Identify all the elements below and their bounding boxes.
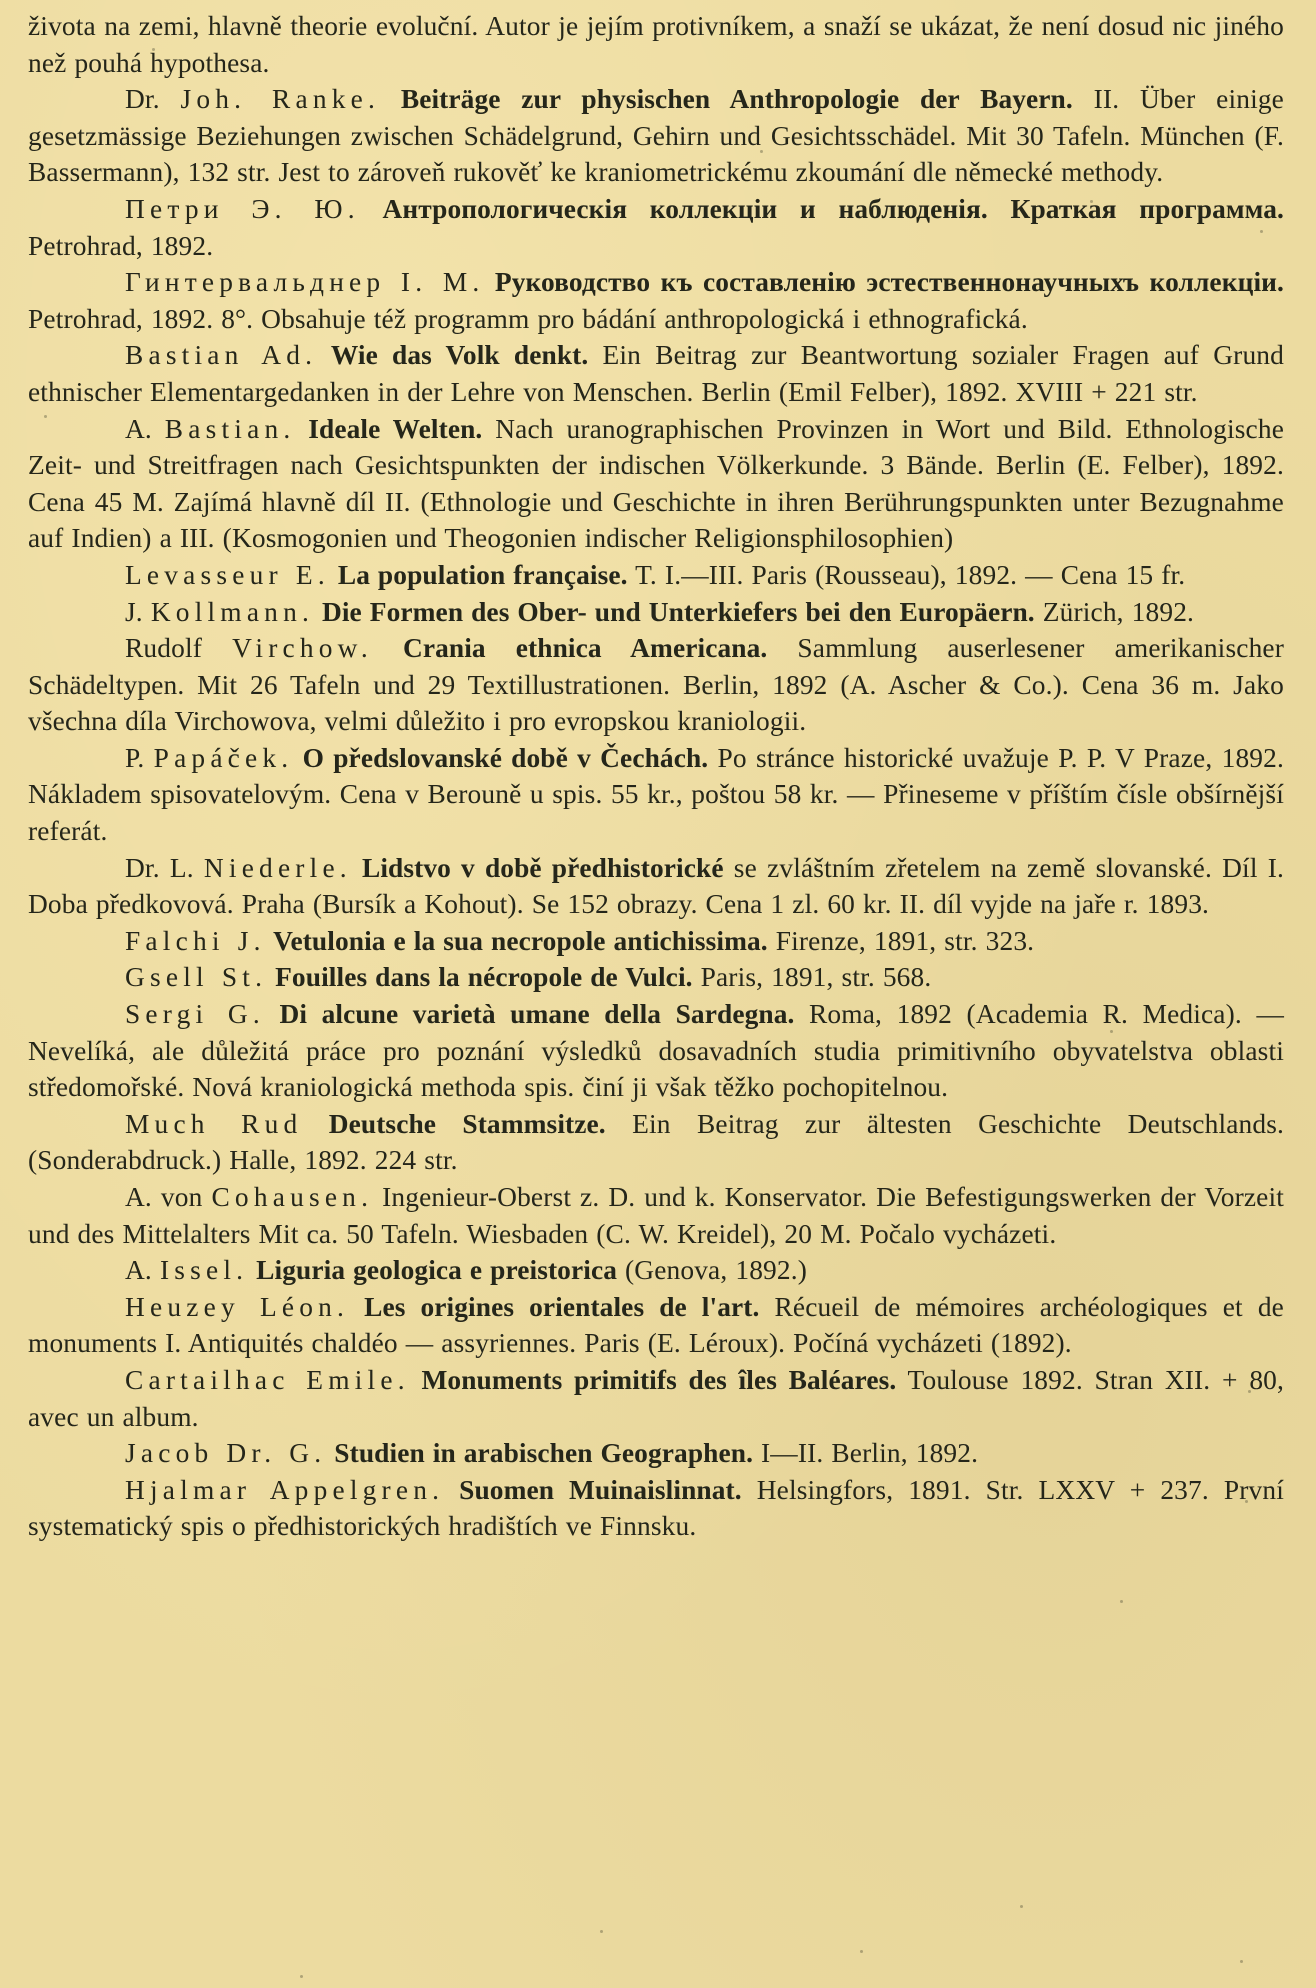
work-title: Die Formen des Ober- und Unterkiefers bei den Europäern. bbox=[314, 596, 1035, 627]
author-name: Joh. Ranke. bbox=[180, 84, 381, 115]
work-title: Lidstvo v době předhistorické bbox=[351, 852, 724, 883]
paper-speckle bbox=[1120, 1600, 1123, 1603]
entry-details: T. I.—III. Paris (Rousseau), 1892. — Cena 15 fr. bbox=[627, 559, 1186, 590]
work-title: Руководство къ составленію эстественнонаучныхъ коллекціи. bbox=[484, 267, 1284, 298]
paper-speckle bbox=[860, 1950, 863, 1953]
bibliography-list bbox=[28, 81, 1284, 1545]
author-name: Jacob Dr. G. bbox=[125, 1438, 327, 1469]
bibliography-entry bbox=[28, 81, 1284, 191]
bibliography-entry bbox=[28, 1252, 1284, 1289]
author-name: Levasseur E. bbox=[125, 559, 330, 590]
bibliography-entry bbox=[28, 630, 1284, 740]
entry-details: Roma, 1892 (Academia R. Medica). — Nevelíká, ale důležitá práce pro poznání výsledků dosavadních studia primitivního obyvatelstva oblasti středomořské. Nová kraniologická methoda spis. činí ji však těžko pochopitelnou. bbox=[28, 999, 1284, 1103]
author-prefix: P. bbox=[125, 742, 154, 773]
paper-speckle bbox=[152, 48, 155, 51]
work-title: Studien in arabischen Geographen. bbox=[326, 1438, 754, 1469]
author-name: Hjalmar Appelgren. bbox=[125, 1474, 445, 1505]
bibliography-entry bbox=[28, 264, 1284, 337]
bibliography-entry bbox=[28, 1362, 1284, 1435]
author-name: Гинтервальднер I. M. bbox=[125, 267, 485, 298]
author-name: Heuzey Léon. bbox=[125, 1291, 350, 1322]
entry-details: II. Über einige gesetzmässige Beziehungen zwischen Schädelgrund, Gehirn und Gesichtsschädel. Mit 30 Tafeln. München (F. Bassermann), 132 str. Jest to zároveň rukověť ke kraniometrickému zkoumání dle německé methody. bbox=[28, 84, 1284, 188]
work-title: Beiträge zur physischen Anthropologie der Bayern. bbox=[380, 84, 1073, 115]
bibliography-entry bbox=[28, 337, 1284, 410]
work-title: Антропологическія коллекціи и наблюденія. Краткая программа. bbox=[359, 193, 1284, 224]
author-name: Cartailhac Emile. bbox=[125, 1364, 410, 1395]
author-name: Virchow. bbox=[232, 633, 373, 664]
entry-details: Ein Beitrag zur Beantwortung sozialer Fragen auf Grund ethnischer Elementargedanken in der Lehre von Menschen. Berlin (Emil Felber), 1892. XVIII + 221 str. bbox=[28, 340, 1284, 407]
author-prefix: Rudolf bbox=[125, 633, 233, 664]
entry-details: se zvláštním zřetelem na země slovanské. Díl I. Doba předkovová. Praha (Bursík a Kohout). Se 152 obrazy. Cena 1 zl. 60 kr. II. díl vyjde na jaře r. 1893. bbox=[28, 852, 1285, 920]
document-page bbox=[28, 8, 1284, 1545]
bibliography-entry bbox=[28, 1106, 1284, 1179]
entry-details: Récueil de mémoires archéologiques et de monuments I. Antiquités chaldéo — assyriennes. Paris (E. Léroux). Počíná vycházeti (1892). bbox=[28, 1291, 1284, 1359]
entry-details: Helsingfors, 1891. Str. LXXV + 237. První systematický spis o předhistorických hradištích ve Finnsku. bbox=[28, 1474, 1284, 1542]
bibliography-entry bbox=[28, 923, 1284, 960]
work-title: Vetulonia e la sua necropole antichissima. bbox=[265, 925, 768, 956]
entry-details: Petrohrad, 1892. 8°. Obsahuje též programm pro bádání anthropologická i ethnografická. bbox=[28, 303, 1028, 334]
bibliography-entry bbox=[28, 959, 1284, 996]
author-name: Sergi G. bbox=[125, 999, 265, 1030]
bibliography-entry bbox=[28, 1472, 1284, 1545]
entry-details: Po stránce historické uvažuje P. P. V Praze, 1892. Nákladem spisovatelovým. Cena v Berouně u spis. 55 kr., poštou 58 kr. — Přineseme v příštím čísle obšírnější referát. bbox=[28, 742, 1284, 847]
paper-speckle bbox=[1260, 230, 1263, 233]
entry-details: Sammlung auserlesener amerikanischer Schädeltypen. Mit 26 Tafeln und 29 Textillustrationen. Berlin, 1892 (A. Ascher & Co.). Cena 36 m. Jako všechna díla Virchowova, velmi důležito i pro evropskou kraniologii. bbox=[28, 633, 1284, 737]
paper-speckle bbox=[1240, 1960, 1243, 1963]
work-title: Di alcune varietà umane della Sardegna. bbox=[264, 999, 795, 1030]
bibliography-entry bbox=[28, 1289, 1284, 1362]
bibliography-entry bbox=[28, 1435, 1284, 1472]
entry-details: Ein Beitrag zur ältesten Geschichte Deutschlands. (Sonderabdruck.) Halle, 1892. 224 str. bbox=[28, 1108, 1285, 1176]
work-title: Crania ethnica Americana. bbox=[372, 633, 768, 664]
paper-speckle bbox=[1248, 1390, 1251, 1393]
entry-details: (Genova, 1892.) bbox=[617, 1255, 807, 1286]
paper-speckle bbox=[44, 415, 47, 418]
work-title: Deutsche Stammsitze. bbox=[302, 1108, 606, 1139]
paper-speckle bbox=[1110, 1030, 1113, 1033]
entry-details: Petrohrad, 1892. bbox=[28, 230, 214, 261]
work-title: Fouilles dans la nécropole de Vulci. bbox=[267, 962, 693, 993]
entry-details: Firenze, 1891, str. 323. bbox=[767, 925, 1035, 956]
paper-speckle bbox=[600, 1930, 603, 1933]
work-title: Liguria geologica e preistorica bbox=[248, 1255, 617, 1286]
paper-speckle bbox=[1245, 1500, 1248, 1503]
author-prefix: Dr. L. bbox=[125, 852, 204, 883]
author-prefix: A. bbox=[125, 413, 165, 444]
author-prefix: Dr. bbox=[125, 84, 181, 115]
paper-speckle bbox=[1090, 200, 1093, 203]
entry-details: Ingenieur-Oberst z. D. und k. Konservator. Die Befestigungswerken der Vorzeit und des Mittelalters Mit ca. 50 Tafeln. Wiesbaden (C. W. Kreidel), 20 M. Počalo vycházeti. bbox=[28, 1182, 1285, 1249]
author-name: Papáček. bbox=[153, 742, 294, 773]
work-title: La population française. bbox=[329, 559, 628, 590]
author-name: Kollmann. bbox=[150, 596, 315, 627]
work-title: O předslovanské době v Čechách. bbox=[293, 742, 709, 773]
continuation-paragraph: života na zemi, hlavně theorie evoluční. Autor je jejím protivníkem, a snaží se ukázat, že není dosud nic jiného než pouhá hypothesa. bbox=[28, 11, 1284, 78]
work-title: Ideale Welten. bbox=[295, 413, 483, 444]
bibliography-entry bbox=[28, 740, 1284, 850]
author-prefix: A. bbox=[125, 1255, 160, 1286]
author-name: Gsell St. bbox=[125, 962, 268, 993]
bibliography-entry bbox=[28, 594, 1284, 631]
author-name: Петри Э. Ю. bbox=[125, 193, 360, 224]
author-name: Bastian Ad. bbox=[125, 340, 318, 371]
work-title: Les origines orientales de l'art. bbox=[349, 1291, 760, 1322]
entry-details: Toulouse 1892. Stran XII. + 80, avec un album. bbox=[28, 1364, 1285, 1432]
author-prefix: A. von bbox=[125, 1182, 212, 1212]
paper-speckle bbox=[300, 1975, 303, 1978]
bibliography-entry bbox=[28, 557, 1284, 594]
bibliography-entry bbox=[28, 191, 1284, 264]
paper-speckle bbox=[1020, 1905, 1023, 1908]
bibliography-entry bbox=[28, 996, 1284, 1106]
author-name: Bastian. bbox=[164, 413, 296, 444]
author-name: Issel. bbox=[159, 1255, 249, 1286]
paper-speckle bbox=[760, 150, 763, 153]
author-name: Falchi J. bbox=[125, 925, 266, 956]
author-name: Niederle. bbox=[203, 852, 352, 883]
author-name: Cohausen. bbox=[211, 1182, 374, 1212]
author-name: Much Rud bbox=[125, 1108, 303, 1139]
entry-details: I—II. Berlin, 1892. bbox=[753, 1438, 979, 1469]
bibliography-entry bbox=[28, 850, 1284, 923]
work-title: Suomen Muinaislinnat. bbox=[444, 1474, 742, 1505]
entry-details: Zürich, 1892. bbox=[1034, 596, 1195, 627]
bibliography-entry bbox=[28, 1179, 1284, 1252]
work-title: Wie das Volk denkt. bbox=[317, 340, 589, 371]
work-title: Monuments primitifs des îles Baléares. bbox=[409, 1364, 897, 1395]
author-prefix: J. bbox=[125, 596, 151, 627]
bibliography-entry bbox=[28, 411, 1284, 557]
entry-details: Paris, 1891, str. 568. bbox=[692, 962, 932, 993]
entry-details: Nach uranographischen Provinzen in Wort und Bild. Ethnologische Zeit- und Streitfragen nach Gesichtspunkten der indischen Völkerkunde. 3 Bände. Berlin (E. Felber), 1892. Cena 45 M. Zajímá hlavně díl II. (Ethnologie und Geschichte in ihren Berührungspunkten unter Bezugnahme auf Indien) a III. (Kosmogonien und Theogonien indischer Religionsphilosophien) bbox=[28, 413, 1284, 554]
